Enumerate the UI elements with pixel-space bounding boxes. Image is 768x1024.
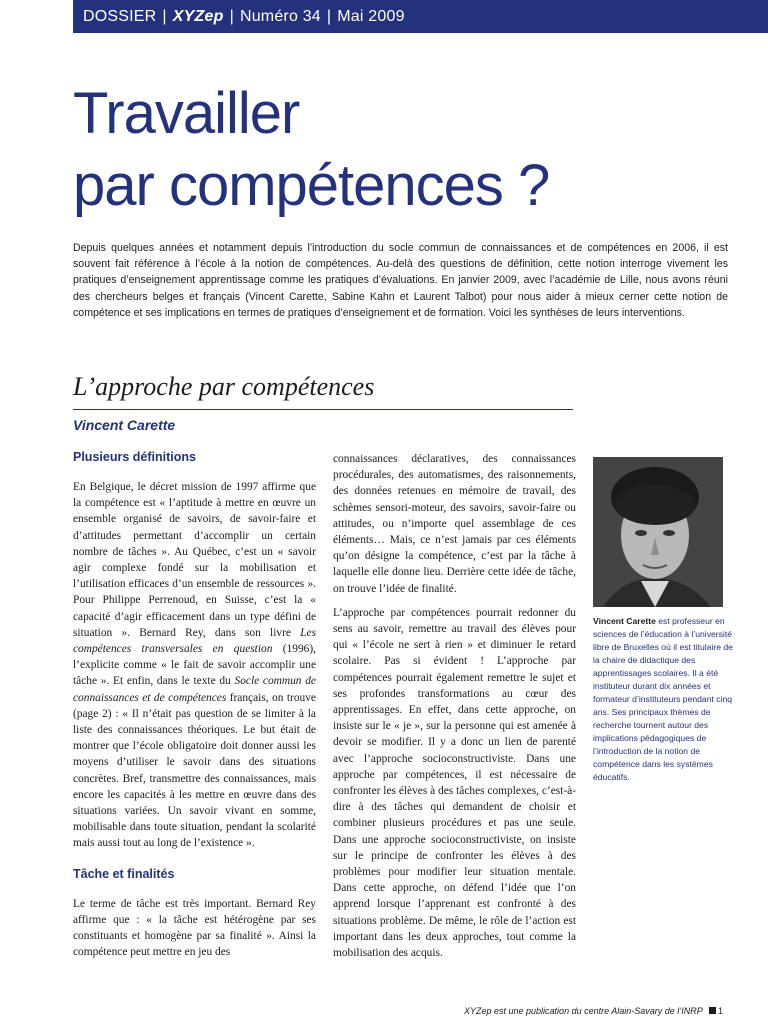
book-title: Socle commun de connaissances et de compétences — [73, 675, 316, 704]
book-title: Les compétences transversales en question — [73, 626, 316, 656]
section-divider — [73, 409, 573, 410]
subheading-definitions: Plusieurs définitions — [73, 450, 196, 464]
text-run: français, on trouve (page 2) : « Il n’était pas question de se limiter à la liste des connaissances théoriques. Le but était de montrer que l’école obligatoire doit donner aussi les moyens d’utiliser le savoir dans des situations concrètes. Bref, transmettre des connaissances, mais encore les capacités à les mettre en œuvre dans des situations variées. Un savoir vivant en somme, mobilisable dans toute situation, pendant la scolarité mais aussi tout au long de l’existence ». — [73, 691, 316, 850]
page-marker-square-icon — [709, 1007, 716, 1014]
intro-paragraph: Depuis quelques années et notamment depuis l’introduction du socle commun de connaissances et de compétences en 2006, il est souvent fait référence à l’école à la notion de compétences. Au-delà des questions de définition, cette notion interroge vivement les pratiques d’enseignement apprentissage comme les pratiques d’évaluations. En janvier 2009, avec l’académie de Lille, nous avons réuni des chercheurs belges et français (Vincent Carette, Sabine Kahn et Laurent Talbot) pour nous aider à mieux cerner cette notion de compétence et ses implications en termes de pratiques d’enseignement et de formation. Voici les synthèses de leurs interventions. — [73, 242, 728, 319]
title-line-2: par compétences ? — [73, 153, 550, 218]
text-column-1 — [73, 449, 316, 968]
header-date: Mai 2009 — [337, 7, 405, 25]
header-bar — [73, 0, 768, 33]
page-number: 1 — [717, 1006, 723, 1016]
paragraph-knowledge: connaissances déclaratives, des connaissances procédurales, des automatismes, des raisonnements, des données retenues en mémoire de travail, des schèmes sensori-moteur, des savoirs, savoir-faire ou attitudes, ou n’importe quel assemblage de ces éléments… Mais, ce n’est jamais par ces éléments qu’on désigne la compétence, c’est par la tâche à laquelle elle donne lieu. Derrière cette idée de tâche, on trouve l’idée de finalité. — [333, 453, 576, 595]
caption-name: Vincent Carette — [593, 616, 656, 626]
header-separator: | — [229, 7, 234, 25]
text-run: (1996), l’explicite comme « le fait de savoir accomplir une tâche ». Et enfin, dans le texte du — [73, 643, 316, 688]
text-run: En Belgique, le décret mission de 1997 affirme que la compétence est « l’aptitude à mettre en œuvre un ensemble organisé de savoirs, de savoir-faire et d’attitudes permettant d’accomplir un certain nombre de tâches ». Au Québec, c’est un « savoir agir complexe fondé sur la mobilisation et l’utilisation efficaces d’un ensemble de ressources ». Pour Philippe Perrenoud, en Suisse, c’est la « capacité d’agir efficacement dans un type défini de situation ». Bernard Rey, dans son livre — [73, 481, 316, 639]
header-dossier: DOSSIER — [83, 7, 157, 25]
header-separator: | — [326, 7, 332, 25]
header-magazine: XYZep — [172, 7, 224, 25]
header-separator: | — [162, 7, 167, 25]
author-photo — [593, 457, 723, 607]
caption-text: est professeur en sciences de l’éducation à l’université libre de Bruxelles où il est titulaire de la chaire de didactique des apprentissages scolaires. Il a été instituteur durant dix années et formateur d’instituteurs pendant cinq ans. Ses principaux thèmes de recherche tournent autour des implications pédagogiques de l’introduction de la notion de compétence dans les systèmes éducatifs. — [593, 616, 733, 782]
paragraph-approach: L’approche par compétences pourrait redonner du sens au savoir, remettre au travail des élèves pour qui « l’école ne sert à rien » et diminuer le retard scolaire. Pas si évident ! L’approche par compétences pourrait également remettre le sujet et ses profondes transformations au cœur des apprentissages. En effet, dans cette approche, on insiste sur le « je », sur la personne qui est amenée à devoir se modifier. Il y a donc un lien de parenté avec l’approche socioconstructiviste. Dans une approche par compétences, il est nécessaire de confronter les élèves à des tâches complexes, c’est-à-dire à des tâches qui demandent de choisir et combiner plusieurs procédures et pas une seule. Dans une approche socioconstructiviste, on insiste sur le principe de confronter les élèves à des problèmes pour modifier leur situation mentale. Dans cette approche, on défend l’idée que l’on apprend lorsque l’apprenant est confronté à des situations problème. De même, le rôle de l’action est important dans les deux approches, tout comme la mobilisation des acquis. — [333, 606, 576, 960]
page-footer — [464, 1006, 723, 1016]
page-title — [73, 78, 753, 222]
text-column-2 — [333, 451, 576, 969]
paragraph-task: Le terme de tâche est très important. Bernard Rey affirme que : « la tâche est hétérogène par ses constituants et homogène par sa finalité ». Ainsi la compétence peut mettre en jeu des — [73, 897, 316, 959]
subheading-task: Tâche et finalités — [73, 866, 175, 881]
title-line-1: Travailler — [73, 81, 300, 146]
footer-text: XYZep est une publication du centre Alain-Savary de l’INRP — [464, 1006, 703, 1016]
portrait-image — [593, 457, 723, 607]
header-issue: Numéro 34 — [239, 7, 321, 25]
author-name: Vincent Carette — [73, 417, 176, 433]
photo-caption — [593, 615, 733, 784]
section-title: L’approche par compétences — [73, 372, 375, 401]
paragraph-definitions — [73, 479, 316, 852]
